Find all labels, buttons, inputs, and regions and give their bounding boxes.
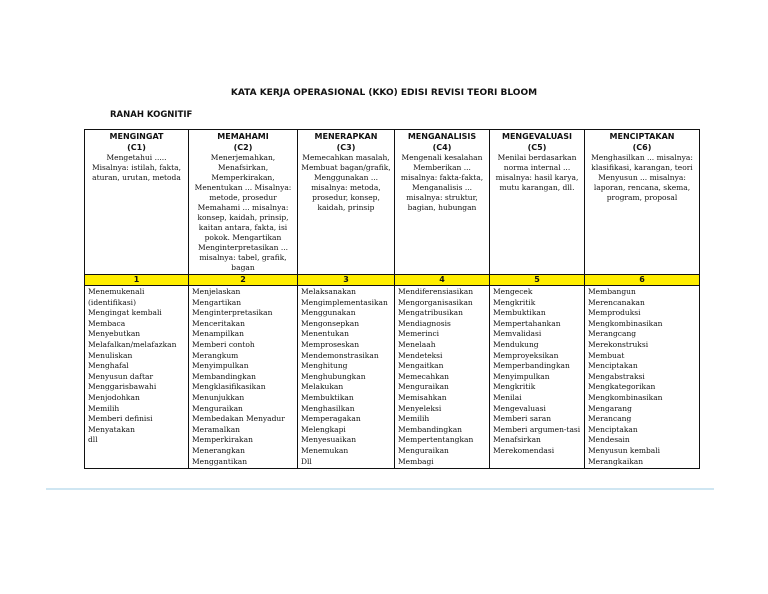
level-description-c6: Menghasilkan ... misalnya: klasifikasi, karangan, teori Menyusun ... misalnya: laporan, rencana, skema, program, proposal [591, 153, 693, 202]
verb-list-c3: Melaksanakan Mengimplementasikan Menggunakan Mengonsepkan Menentukan Memproseskan Mendemonstrasikan Menghitung Menghubungkan Melakukan Membuktikan Menghasilkan Memperagakan Melengkapi Menyesuaikan Menemukan Dll [298, 286, 395, 469]
verb-list-c2: Menjelaskan Mengartikan Menginterpretasikan Menceritakan Menampilkan Memberi contoh Merangkum Menyimpulkan Membandingkan Mengklasifikasikan Menunjukkan Menguraikan Membedakan Menyadur Meramalkan Memperkirakan Menerangkan Menggantikan [189, 286, 298, 469]
level-heading-c5: MENGEVALUASI (C5) [502, 132, 572, 152]
verb-list-c1: Menemukenali (identifikasi) Mengingat kembali Membaca Menyebutkan Melafalkan/melafazkan Menuliskan Menghafal Menyusun daftar Menggarisbawahi Menjodohkan Memilih Memberi definisi Menyatakan dll [85, 286, 189, 469]
header-cell-c2 [189, 130, 298, 275]
level-description-c1: Mengetahui ..... Misalnya: istilah, fakta, aturan, urutan, metoda [91, 153, 182, 182]
document-title: KATA KERJA OPERASIONAL (KKO) EDISI REVISI TEORI BLOOM [230, 88, 538, 98]
header-cell-c3 [298, 130, 395, 275]
level-number-1: 1 [85, 275, 189, 286]
level-number-6: 6 [585, 275, 700, 286]
level-heading-c4: MENGANALISIS (C4) [407, 132, 477, 152]
level-number-3: 3 [298, 275, 395, 286]
verb-list-c5: Mengecek Mengkritik Membuktikan Mempertahankan Memvalidasi Mendukung Memproyeksikan Memperbandingkan Menyimpulkan Mengkritik Menilai Mengevaluasi Memberi saran Memberi argumen-tasi Menafsirkan Merekomendasi [490, 286, 585, 469]
verb-list-c4: Mendiferensiasikan Mengorganisasikan Mengatribusikan Mendiagnosis Memerinci Menelaah Mendeteksi Mengaitkan Memecahkan Menguraikan Memisahkan Menyeleksi Memilih Membandingkan Mempertentangkan Menguraikan Membagi [395, 286, 490, 469]
header-cell-c4 [395, 130, 490, 275]
level-number-2: 2 [189, 275, 298, 286]
level-heading-c2: MEMAHAMI (C2) [217, 132, 269, 152]
number-row [85, 275, 700, 286]
level-heading-c3: MENERAPKAN (C3) [314, 132, 378, 152]
level-heading-c6: MENCIPTAKAN (C6) [609, 132, 675, 152]
section-subtitle: RANAH KOGNITIF [110, 110, 193, 120]
header-cell-c1 [85, 130, 189, 275]
level-number-5: 5 [490, 275, 585, 286]
kko-table [84, 129, 700, 469]
level-heading-c1: MENGINGAT (C1) [109, 132, 164, 152]
header-row [85, 130, 700, 275]
level-description-c4: Mengenali kesalahan Memberikan ... misalnya: fakta-fakta, Menganalisis ... misalnya: struktur, bagian, hubungan [400, 153, 484, 212]
level-description-c5: Menilai berdasarkan norma internal ... misalnya: hasil karya, mutu karangan, dll. [495, 153, 579, 192]
level-description-c3: Memecahkan masalah, Membuat bagan/grafik, Menggunakan ... misalnya: metoda, prosedur, konsep, kaidah, prinsip [301, 153, 391, 212]
header-cell-c6 [585, 130, 700, 275]
verb-list-c6: Membangun Merencanakan Memproduksi Mengkombinasikan Merangcang Merekonstruksi Membuat Menciptakan Mengabstraksi Mengkategorikan Mengkombinasikan Mengarang Merancang Menciptakan Mendesain Menyusun kembali Merangkaikan [585, 286, 700, 469]
level-description-c2: Menerjemahkan, Menafsirkan, Memperkirakan, Menentukan ... Misalnya: metode, prosedur Memahami ... misalnya: konsep, kaidah, prinsip, kaitan antara, fakta, isi pokok. Mengartikan Menginterpretasikan ... misalnya: tabel, grafik, bagan [194, 153, 292, 272]
page-divider [46, 488, 714, 490]
header-cell-c5 [490, 130, 585, 275]
verbs-row [85, 286, 700, 469]
level-number-4: 4 [395, 275, 490, 286]
